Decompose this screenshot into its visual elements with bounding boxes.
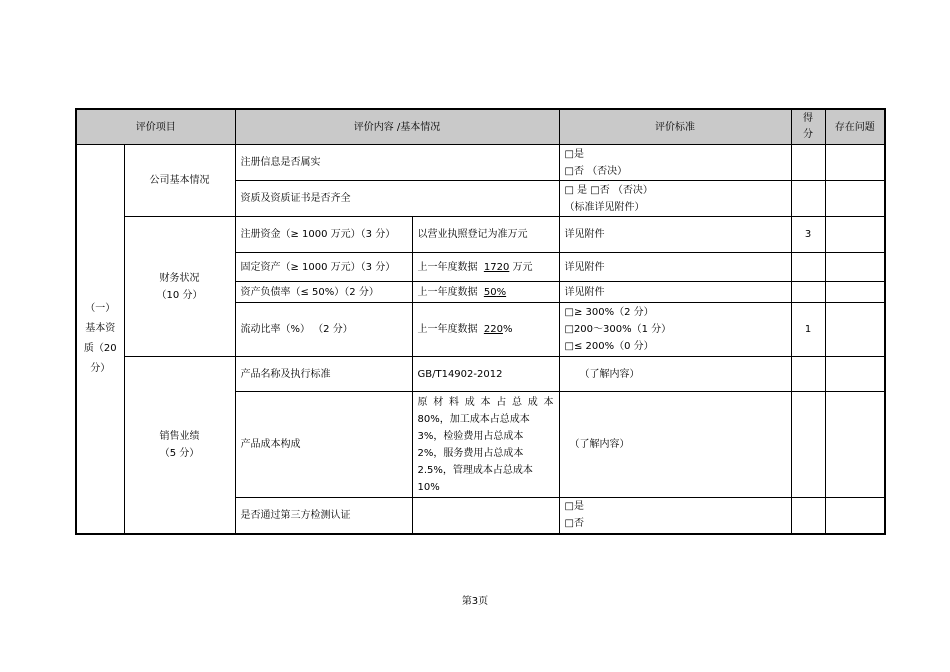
header-item: 评价项目	[76, 109, 235, 145]
standard-cell: 详见附件	[559, 282, 791, 303]
header-score: 得分	[791, 109, 825, 145]
issue-cell	[825, 181, 885, 217]
evaluation-table	[75, 108, 886, 535]
issue-cell	[825, 392, 885, 498]
basis-cell: 上一年度数据 50%	[412, 282, 559, 303]
standard-cell: （了解内容）	[559, 357, 791, 392]
header-issue: 存在问题	[825, 109, 885, 145]
issue-cell	[825, 357, 885, 392]
table-row	[76, 145, 885, 181]
basis-cell: GB/T14902-2012	[412, 357, 559, 392]
content-cell: 产品成本构成	[235, 392, 412, 498]
page-number: 第3页	[461, 596, 489, 607]
standard-cell: □≥ 300%（2 分） □200～300%（1 分） □≤ 200%（0 分）	[559, 303, 791, 357]
basis-cell: 上一年度数据 220%	[412, 303, 559, 357]
content-cell: 产品名称及执行标准	[235, 357, 412, 392]
group-name-sales: 销售业绩 （5 分）	[124, 357, 235, 534]
issue-cell	[825, 282, 885, 303]
score-cell	[791, 253, 825, 282]
score-cell	[791, 357, 825, 392]
issue-cell	[825, 498, 885, 534]
content-cell: 注册信息是否属实	[235, 145, 559, 181]
content-cell: 资质及资质证书是否齐全	[235, 181, 559, 217]
content-cell: 流动比率（%） （2 分）	[235, 303, 412, 357]
category-cell: （一）基本资质（20分）	[76, 145, 124, 534]
standard-cell: □是 □否	[559, 498, 791, 534]
basis-cell: 以营业执照登记为准万元	[412, 217, 559, 253]
group-name-finance: 财务状况 （10 分）	[124, 217, 235, 357]
standard-cell: □ 是 □否 （否决） （标准详见附件）	[559, 181, 791, 217]
group-name-company: 公司基本情况	[124, 145, 235, 217]
content-cell: 资产负债率（≤ 50%）（2 分）	[235, 282, 412, 303]
basis-cell: 原材料成本占总成本 80%，加工成本占总成本 3%，检验费用占总成本 2%，服务费用占总成本 2.5%，管理成本占总成本 10%	[412, 392, 559, 498]
score-cell	[791, 181, 825, 217]
content-cell: 注册资金（≥ 1000 万元）（3 分）	[235, 217, 412, 253]
table-row	[76, 217, 885, 253]
content-cell: 固定资产（≥ 1000 万元）（3 分）	[235, 253, 412, 282]
header-content: 评价内容 /基本情况	[235, 109, 559, 145]
score-cell	[791, 498, 825, 534]
basis-cell: 上一年度数据 1720 万元	[412, 253, 559, 282]
basis-cell	[412, 498, 559, 534]
issue-cell	[825, 253, 885, 282]
standard-cell: 详见附件	[559, 253, 791, 282]
standard-cell: （了解内容）	[559, 392, 791, 498]
score-cell	[791, 282, 825, 303]
content-cell: 是否通过第三方检测认证	[235, 498, 412, 534]
score-cell	[791, 145, 825, 181]
standard-cell: 详见附件	[559, 217, 791, 253]
header-row	[76, 109, 885, 145]
issue-cell	[825, 145, 885, 181]
header-standard: 评价标准	[559, 109, 791, 145]
issue-cell	[825, 217, 885, 253]
table-row	[76, 357, 885, 392]
standard-cell: □是 □否 （否决）	[559, 145, 791, 181]
issue-cell	[825, 303, 885, 357]
score-cell: 1	[791, 303, 825, 357]
score-cell	[791, 392, 825, 498]
score-cell: 3	[791, 217, 825, 253]
